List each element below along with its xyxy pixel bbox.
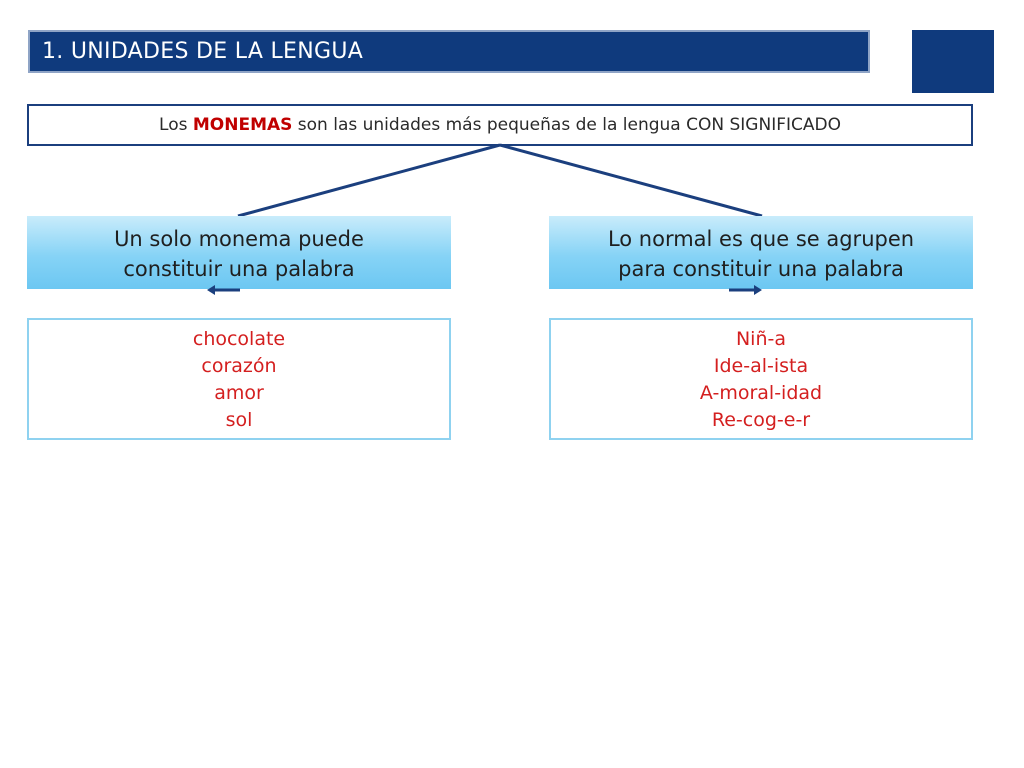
- examples-box-single: [27, 318, 451, 440]
- example-item: Ide-al-ista: [713, 355, 809, 377]
- example-item: corazón: [201, 355, 277, 377]
- arrow-left-icon: [207, 284, 241, 296]
- example-item: A-moral-idad: [699, 382, 823, 404]
- concept-left-line1: Un solo monema puede: [114, 227, 364, 251]
- connector-left: [238, 145, 500, 216]
- arrow-right-icon: [728, 284, 762, 296]
- example-item: chocolate: [192, 328, 286, 350]
- definition-keyword: MONEMAS: [192, 115, 293, 135]
- concept-right-line2: para constituir una palabra: [618, 257, 904, 281]
- example-item: amor: [214, 382, 264, 404]
- example-item: Re-cog-e-r: [711, 409, 811, 431]
- concept-right-line1: Lo normal es que se agrupen: [607, 227, 915, 251]
- definition-rest: son las unidades más pequeñas de la lengua CON SIGNIFICADO: [297, 115, 841, 135]
- concept-box-grouped-monemes: [549, 216, 973, 289]
- example-item: sol: [225, 409, 253, 431]
- examples-box-grouped: [549, 318, 973, 440]
- page-title-text: 1. UNIDADES DE LA LENGUA: [42, 39, 364, 64]
- connector-right: [500, 145, 762, 216]
- concept-left-line2: constituir una palabra: [123, 257, 355, 281]
- example-item: Niñ-a: [735, 328, 787, 350]
- concept-box-single-moneme: [27, 216, 451, 289]
- definition-prefix: Los: [159, 115, 188, 135]
